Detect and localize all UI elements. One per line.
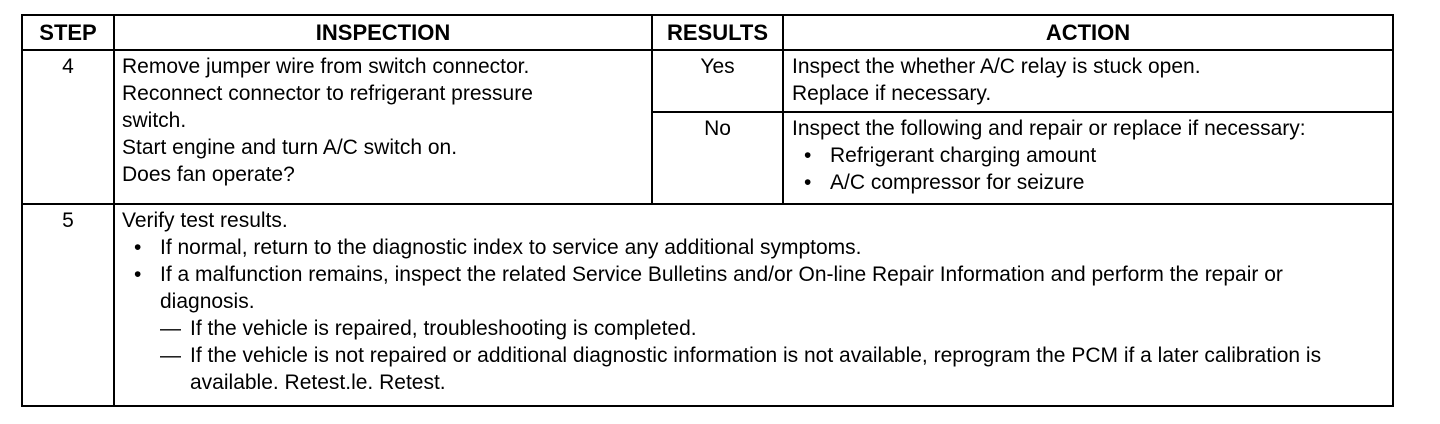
step5-bullet-list: [122, 234, 1372, 315]
step5-number: 5: [22, 204, 114, 406]
action-yes-line: Replace if necessary.: [792, 82, 992, 105]
step5-sub-list: [122, 315, 1372, 396]
header-inspection: INSPECTION: [114, 15, 652, 50]
bullet-item: • A/C compressor for seizure: [792, 169, 1386, 196]
step4-inspection-line: switch.: [122, 109, 187, 132]
step4-inspection: [114, 50, 652, 204]
step5-content: [114, 204, 1393, 406]
step4-result-yes: Yes: [652, 50, 783, 112]
action-yes-line: Inspect the whether A/C relay is stuck open.: [792, 55, 1201, 78]
step5-intro: Verify test results.: [122, 209, 288, 232]
header-step: STEP: [22, 15, 114, 50]
header-results: RESULTS: [652, 15, 783, 50]
step4-number: 4: [22, 50, 114, 204]
action-no-bullet-list: [792, 142, 1386, 196]
step4-action-yes: [783, 50, 1393, 112]
step4-action-no: [783, 112, 1393, 204]
diagnostic-table: [21, 14, 1394, 407]
action-no-intro: Inspect the following and repair or replace if necessary:: [792, 117, 1306, 140]
step4-inspection-line: Start engine and turn A/C switch on.: [122, 136, 458, 159]
step4-inspection-line: Remove jumper wire from switch connector.: [122, 55, 530, 78]
bullet-item: • Refrigerant charging amount: [792, 142, 1386, 169]
header-row: [22, 15, 1393, 50]
step4-inspection-line: Reconnect connector to refrigerant pressure: [122, 82, 533, 105]
bullet-item: • If a malfunction remains, inspect the related Service Bulletins and/or On-line Repair Information and perform the repair or diagnosis.: [122, 261, 1372, 315]
sub-item: — If the vehicle is repaired, troubleshooting is completed.: [160, 315, 1372, 342]
step4-inspection-line: Does fan operate?: [122, 163, 295, 186]
header-action: ACTION: [783, 15, 1393, 50]
step5-row: [22, 204, 1393, 406]
sub-item: — If the vehicle is not repaired or additional diagnostic information is not available, reprogram the PCM if a later calibration is available. Retest.le. Retest.: [160, 342, 1372, 396]
bullet-item: • If normal, return to the diagnostic index to service any additional symptoms.: [122, 234, 1372, 261]
step4-row-yes: [22, 50, 1393, 112]
step4-result-no: No: [652, 112, 783, 204]
